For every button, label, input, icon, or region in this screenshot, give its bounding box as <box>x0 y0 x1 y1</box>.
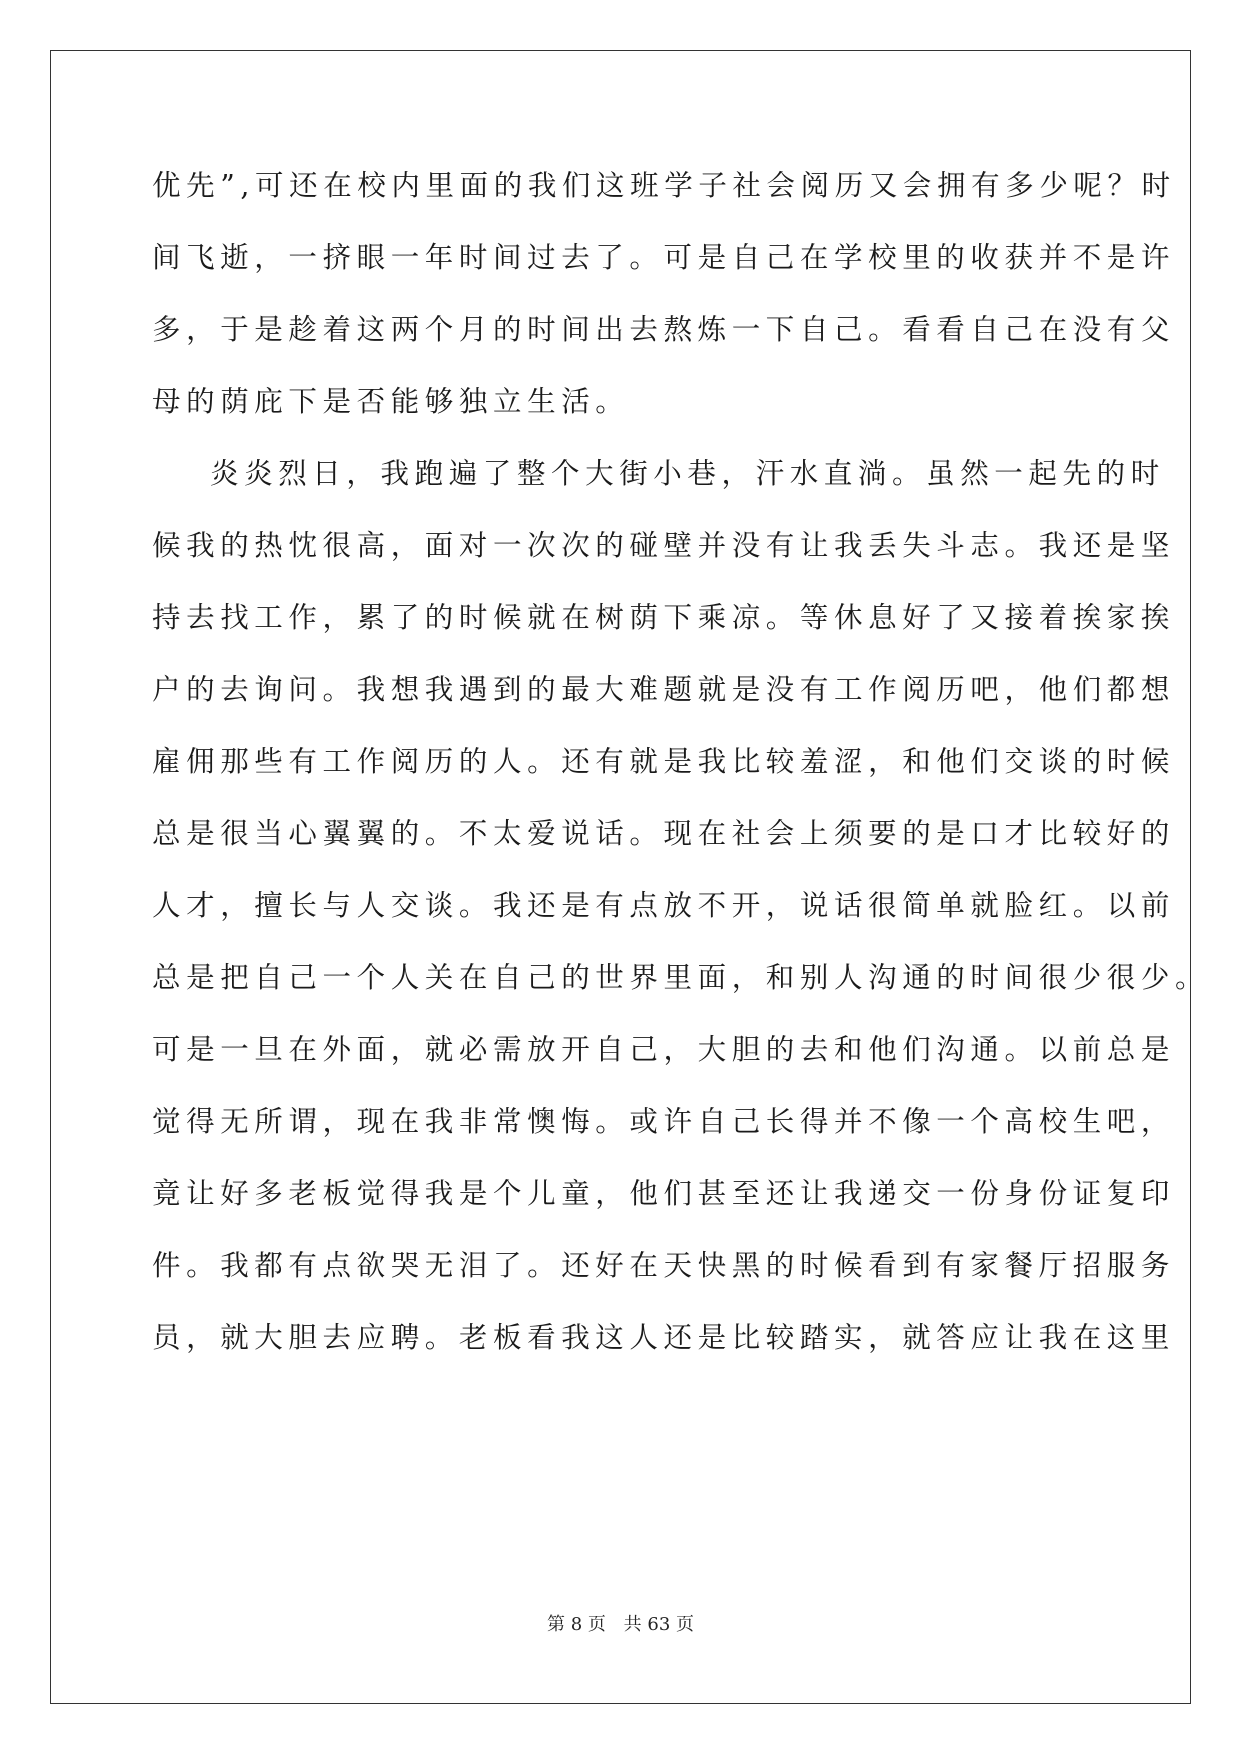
text-line: 总是很当心翼翼的。不太爱说话。现在社会上须要的是口才比较好的 <box>152 817 1176 850</box>
paragraph-first-line: 炎炎烈日，我跑遍了整个大街小巷，汗水直淌。虽然一起先的时 <box>210 457 1165 490</box>
text-line: 雇佣那些有工作阅历的人。还有就是我比较羞涩，和他们交谈的时候 <box>152 745 1176 778</box>
text-line: 竟让好多老板觉得我是个儿童，他们甚至还让我递交一份身份证复印 <box>152 1177 1176 1210</box>
text-line: 间飞逝，一挤眼一年时间过去了。可是自己在学校里的收获并不是许 <box>152 241 1176 274</box>
text-line: 件。我都有点欲哭无泪了。还好在天快黑的时候看到有家餐厅招服务 <box>152 1249 1176 1282</box>
page-number: 第 8 页 <box>547 1614 606 1635</box>
text-line: 母的荫庇下是否能够独立生活。 <box>152 385 630 418</box>
page-footer <box>0 1610 1241 1636</box>
document-body <box>152 166 1210 1390</box>
text-line: 觉得无所谓，现在我非常懊悔。或许自己长得并不像一个高校生吧， <box>152 1105 1176 1138</box>
text-line: 候我的热忱很高，面对一次次的碰壁并没有让我丢失斗志。我还是坚 <box>152 529 1176 562</box>
text-line: 员，就大胆去应聘。老板看我这人还是比较踏实，就答应让我在这里 <box>152 1321 1176 1354</box>
text-line: 户的去询问。我想我遇到的最大难题就是没有工作阅历吧，他们都想 <box>152 673 1176 706</box>
text-line: 优先”,可还在校内里面的我们这班学子社会阅历又会拥有多少呢？时 <box>152 169 1176 202</box>
text-line: 持去找工作，累了的时候就在树荫下乘凉。等休息好了又接着挨家挨 <box>152 601 1176 634</box>
text-line: 多，于是趁着这两个月的时间出去熬炼一下自己。看看自己在没有父 <box>152 313 1176 346</box>
text-line: 人才，擅长与人交谈。我还是有点放不开，说话很简单就脸红。以前 <box>152 889 1176 922</box>
text-line: 可是一旦在外面，就必需放开自己，大胆的去和他们沟通。以前总是 <box>152 1033 1176 1066</box>
total-pages: 共 63 页 <box>623 1614 694 1635</box>
text-line: 总是把自己一个人关在自己的世界里面，和别人沟通的时间很少很少。 <box>152 961 1210 994</box>
